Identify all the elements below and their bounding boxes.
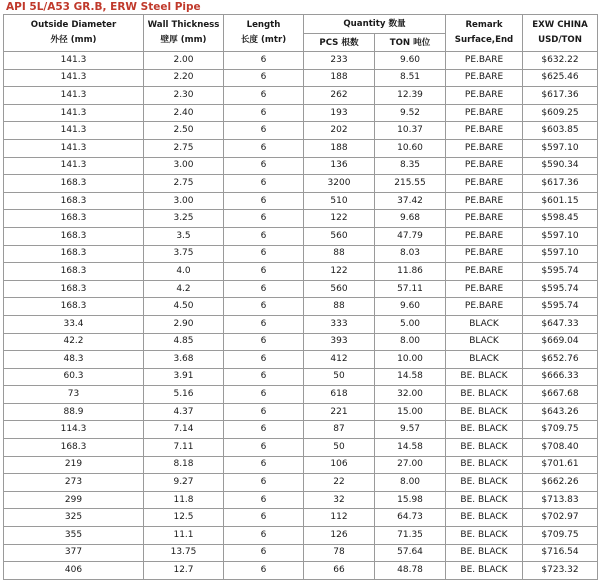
cell-ton: 10.60 — [375, 139, 446, 157]
cell-length: 6 — [224, 104, 304, 122]
cell-outside-diameter: 168.3 — [4, 175, 144, 193]
page-title: API 5L/A53 GR.B, ERW Steel Pipe — [6, 1, 201, 13]
table-row — [4, 421, 598, 439]
cell-length: 6 — [224, 509, 304, 527]
cell-wall-thickness: 12.5 — [144, 509, 224, 527]
table-row — [4, 386, 598, 404]
table-row — [4, 544, 598, 562]
header-exw-china: EXW CHINA — [532, 20, 588, 30]
cell-price: $667.68 — [523, 386, 598, 404]
cell-remark: PE.BARE — [446, 298, 523, 316]
table-row — [4, 139, 598, 157]
cell-length: 6 — [224, 439, 304, 457]
table-row — [4, 439, 598, 457]
cell-pcs: 618 — [304, 386, 375, 404]
header-wall-thickness — [144, 15, 224, 52]
header-length — [224, 15, 304, 52]
pipe-spec-table — [3, 14, 598, 580]
cell-outside-diameter: 168.3 — [4, 439, 144, 457]
cell-price: $597.10 — [523, 139, 598, 157]
cell-outside-diameter: 377 — [4, 544, 144, 562]
table-row — [4, 368, 598, 386]
cell-outside-diameter: 141.3 — [4, 139, 144, 157]
cell-ton: 14.58 — [375, 439, 446, 457]
cell-pcs: 88 — [304, 298, 375, 316]
table-row — [4, 509, 598, 527]
header-wall-thickness-cn: 壁厚 (mm) — [160, 35, 207, 45]
cell-pcs: 510 — [304, 192, 375, 210]
cell-price: $597.10 — [523, 245, 598, 263]
cell-ton: 5.00 — [375, 315, 446, 333]
cell-pcs: 126 — [304, 527, 375, 545]
cell-price: $647.33 — [523, 315, 598, 333]
table-row — [4, 333, 598, 351]
cell-pcs: 112 — [304, 509, 375, 527]
cell-outside-diameter: 168.3 — [4, 227, 144, 245]
cell-pcs: 188 — [304, 139, 375, 157]
cell-price: $617.36 — [523, 87, 598, 105]
header-outside-diameter-cn: 外径 (mm) — [50, 35, 97, 45]
table-row — [4, 280, 598, 298]
table-row — [4, 227, 598, 245]
cell-outside-diameter: 73 — [4, 386, 144, 404]
table-row — [4, 263, 598, 281]
cell-wall-thickness: 4.37 — [144, 403, 224, 421]
cell-pcs: 262 — [304, 87, 375, 105]
cell-length: 6 — [224, 227, 304, 245]
cell-remark: BE. BLACK — [446, 368, 523, 386]
cell-length: 6 — [224, 351, 304, 369]
cell-price: $701.61 — [523, 456, 598, 474]
cell-length: 6 — [224, 245, 304, 263]
table-row — [4, 175, 598, 193]
cell-wall-thickness: 13.75 — [144, 544, 224, 562]
cell-price: $662.26 — [523, 474, 598, 492]
cell-length: 6 — [224, 456, 304, 474]
cell-pcs: 88 — [304, 245, 375, 263]
table-row — [4, 157, 598, 175]
cell-ton: 57.64 — [375, 544, 446, 562]
cell-price: $716.54 — [523, 544, 598, 562]
cell-length: 6 — [224, 544, 304, 562]
cell-remark: PE.BARE — [446, 87, 523, 105]
cell-price: $652.76 — [523, 351, 598, 369]
cell-remark: BE. BLACK — [446, 491, 523, 509]
cell-wall-thickness: 2.75 — [144, 175, 224, 193]
cell-price: $669.04 — [523, 333, 598, 351]
cell-price: $601.15 — [523, 192, 598, 210]
cell-outside-diameter: 141.3 — [4, 87, 144, 105]
cell-outside-diameter: 88.9 — [4, 403, 144, 421]
cell-ton: 9.52 — [375, 104, 446, 122]
table-row — [4, 527, 598, 545]
cell-ton: 14.58 — [375, 368, 446, 386]
table-row — [4, 245, 598, 263]
cell-ton: 15.00 — [375, 403, 446, 421]
cell-pcs: 22 — [304, 474, 375, 492]
cell-remark: PE.BARE — [446, 69, 523, 87]
cell-pcs: 193 — [304, 104, 375, 122]
cell-outside-diameter: 168.3 — [4, 245, 144, 263]
cell-outside-diameter: 299 — [4, 491, 144, 509]
table-row — [4, 562, 598, 580]
cell-price: $595.74 — [523, 263, 598, 281]
cell-remark: BE. BLACK — [446, 562, 523, 580]
cell-wall-thickness: 8.18 — [144, 456, 224, 474]
cell-ton: 215.55 — [375, 175, 446, 193]
cell-outside-diameter: 60.3 — [4, 368, 144, 386]
cell-outside-diameter: 168.3 — [4, 263, 144, 281]
cell-ton: 10.37 — [375, 122, 446, 140]
cell-length: 6 — [224, 386, 304, 404]
header-outside-diameter-en: Outside Diameter — [30, 20, 117, 30]
cell-ton: 8.03 — [375, 245, 446, 263]
cell-wall-thickness: 3.5 — [144, 227, 224, 245]
cell-pcs: 122 — [304, 210, 375, 228]
table-row — [4, 210, 598, 228]
cell-wall-thickness: 2.50 — [144, 122, 224, 140]
header-remark — [446, 15, 523, 52]
cell-wall-thickness: 4.85 — [144, 333, 224, 351]
table-row — [4, 52, 598, 70]
table-body — [4, 52, 598, 580]
cell-price: $609.25 — [523, 104, 598, 122]
cell-remark: BE. BLACK — [446, 421, 523, 439]
cell-remark: BE. BLACK — [446, 544, 523, 562]
cell-length: 6 — [224, 333, 304, 351]
cell-outside-diameter: 168.3 — [4, 280, 144, 298]
cell-outside-diameter: 48.3 — [4, 351, 144, 369]
cell-wall-thickness: 2.30 — [144, 87, 224, 105]
cell-wall-thickness: 3.91 — [144, 368, 224, 386]
table-row — [4, 456, 598, 474]
cell-price: $625.46 — [523, 69, 598, 87]
header-ton: TON 吨位 — [375, 34, 446, 52]
cell-length: 6 — [224, 210, 304, 228]
cell-remark: BE. BLACK — [446, 439, 523, 457]
cell-pcs: 333 — [304, 315, 375, 333]
cell-price: $632.22 — [523, 52, 598, 70]
cell-length: 6 — [224, 298, 304, 316]
cell-outside-diameter: 219 — [4, 456, 144, 474]
cell-wall-thickness: 3.00 — [144, 157, 224, 175]
cell-remark: PE.BARE — [446, 139, 523, 157]
cell-length: 6 — [224, 122, 304, 140]
cell-remark: PE.BARE — [446, 245, 523, 263]
cell-ton: 9.60 — [375, 52, 446, 70]
cell-price: $709.75 — [523, 421, 598, 439]
cell-length: 6 — [224, 491, 304, 509]
cell-wall-thickness: 2.40 — [144, 104, 224, 122]
cell-length: 6 — [224, 280, 304, 298]
cell-wall-thickness: 4.50 — [144, 298, 224, 316]
table-row — [4, 87, 598, 105]
cell-outside-diameter: 168.3 — [4, 210, 144, 228]
table-row — [4, 104, 598, 122]
header-length-en: Length — [246, 20, 281, 30]
cell-wall-thickness: 7.14 — [144, 421, 224, 439]
cell-price: $595.74 — [523, 298, 598, 316]
cell-length: 6 — [224, 139, 304, 157]
cell-pcs: 78 — [304, 544, 375, 562]
cell-price: $598.45 — [523, 210, 598, 228]
header-length-cn: 长度 (mtr) — [240, 35, 287, 45]
cell-wall-thickness: 2.75 — [144, 139, 224, 157]
table-row — [4, 298, 598, 316]
header-quantity: Quantity 数量 — [304, 15, 446, 34]
cell-wall-thickness: 9.27 — [144, 474, 224, 492]
cell-pcs: 106 — [304, 456, 375, 474]
cell-length: 6 — [224, 52, 304, 70]
cell-length: 6 — [224, 562, 304, 580]
cell-wall-thickness: 2.00 — [144, 52, 224, 70]
cell-ton: 27.00 — [375, 456, 446, 474]
cell-remark: PE.BARE — [446, 210, 523, 228]
cell-pcs: 136 — [304, 157, 375, 175]
table-row — [4, 474, 598, 492]
cell-price: $597.10 — [523, 227, 598, 245]
header-surface-end: Surface,End — [454, 35, 514, 45]
cell-outside-diameter: 42.2 — [4, 333, 144, 351]
cell-length: 6 — [224, 157, 304, 175]
cell-remark: PE.BARE — [446, 52, 523, 70]
cell-length: 6 — [224, 315, 304, 333]
cell-price: $713.83 — [523, 491, 598, 509]
cell-remark: PE.BARE — [446, 122, 523, 140]
cell-remark: BE. BLACK — [446, 403, 523, 421]
cell-length: 6 — [224, 192, 304, 210]
cell-price: $643.26 — [523, 403, 598, 421]
cell-pcs: 50 — [304, 368, 375, 386]
cell-wall-thickness: 3.75 — [144, 245, 224, 263]
cell-length: 6 — [224, 527, 304, 545]
cell-outside-diameter: 325 — [4, 509, 144, 527]
cell-remark: BLACK — [446, 351, 523, 369]
cell-pcs: 32 — [304, 491, 375, 509]
cell-ton: 32.00 — [375, 386, 446, 404]
cell-pcs: 221 — [304, 403, 375, 421]
cell-remark: BLACK — [446, 315, 523, 333]
cell-outside-diameter: 168.3 — [4, 298, 144, 316]
cell-length: 6 — [224, 263, 304, 281]
cell-outside-diameter: 33.4 — [4, 315, 144, 333]
cell-wall-thickness: 7.11 — [144, 439, 224, 457]
cell-outside-diameter: 273 — [4, 474, 144, 492]
cell-pcs: 202 — [304, 122, 375, 140]
cell-outside-diameter: 141.3 — [4, 122, 144, 140]
cell-outside-diameter: 168.3 — [4, 192, 144, 210]
cell-remark: PE.BARE — [446, 263, 523, 281]
cell-outside-diameter: 141.3 — [4, 69, 144, 87]
cell-ton: 15.98 — [375, 491, 446, 509]
cell-pcs: 188 — [304, 69, 375, 87]
cell-pcs: 3200 — [304, 175, 375, 193]
cell-outside-diameter: 141.3 — [4, 104, 144, 122]
header-exw-price — [523, 15, 598, 52]
cell-pcs: 393 — [304, 333, 375, 351]
cell-wall-thickness: 12.7 — [144, 562, 224, 580]
cell-pcs: 50 — [304, 439, 375, 457]
cell-price: $723.32 — [523, 562, 598, 580]
cell-ton: 8.51 — [375, 69, 446, 87]
cell-remark: BE. BLACK — [446, 527, 523, 545]
cell-ton: 11.86 — [375, 263, 446, 281]
cell-price: $617.36 — [523, 175, 598, 193]
cell-pcs: 560 — [304, 227, 375, 245]
cell-ton: 9.60 — [375, 298, 446, 316]
cell-remark: PE.BARE — [446, 227, 523, 245]
cell-wall-thickness: 11.8 — [144, 491, 224, 509]
table-header — [4, 15, 598, 52]
cell-ton: 9.68 — [375, 210, 446, 228]
cell-outside-diameter: 406 — [4, 562, 144, 580]
cell-pcs: 412 — [304, 351, 375, 369]
cell-outside-diameter: 141.3 — [4, 52, 144, 70]
cell-remark: PE.BARE — [446, 104, 523, 122]
cell-length: 6 — [224, 421, 304, 439]
cell-outside-diameter: 141.3 — [4, 157, 144, 175]
cell-remark: BE. BLACK — [446, 474, 523, 492]
cell-remark: PE.BARE — [446, 175, 523, 193]
header-outside-diameter — [4, 15, 144, 52]
cell-ton: 12.39 — [375, 87, 446, 105]
cell-ton: 8.35 — [375, 157, 446, 175]
cell-remark: BE. BLACK — [446, 456, 523, 474]
table-row — [4, 351, 598, 369]
table-row — [4, 122, 598, 140]
cell-length: 6 — [224, 69, 304, 87]
cell-length: 6 — [224, 474, 304, 492]
header-pcs: PCS 根数 — [304, 34, 375, 52]
cell-length: 6 — [224, 175, 304, 193]
cell-remark: BE. BLACK — [446, 509, 523, 527]
cell-pcs: 87 — [304, 421, 375, 439]
cell-ton: 9.57 — [375, 421, 446, 439]
cell-price: $708.40 — [523, 439, 598, 457]
cell-ton: 10.00 — [375, 351, 446, 369]
cell-price: $666.33 — [523, 368, 598, 386]
cell-length: 6 — [224, 403, 304, 421]
cell-wall-thickness: 4.2 — [144, 280, 224, 298]
header-usd-ton: USD/TON — [538, 35, 582, 45]
cell-ton: 37.42 — [375, 192, 446, 210]
cell-remark: BE. BLACK — [446, 386, 523, 404]
cell-wall-thickness: 11.1 — [144, 527, 224, 545]
cell-ton: 64.73 — [375, 509, 446, 527]
table-row — [4, 403, 598, 421]
cell-remark: PE.BARE — [446, 280, 523, 298]
cell-ton: 8.00 — [375, 333, 446, 351]
cell-wall-thickness: 4.0 — [144, 263, 224, 281]
cell-price: $590.34 — [523, 157, 598, 175]
table-row — [4, 315, 598, 333]
cell-ton: 47.79 — [375, 227, 446, 245]
cell-outside-diameter: 114.3 — [4, 421, 144, 439]
table-row — [4, 491, 598, 509]
header-remark-en: Remark — [465, 20, 503, 30]
cell-wall-thickness: 3.68 — [144, 351, 224, 369]
cell-remark: BLACK — [446, 333, 523, 351]
cell-wall-thickness: 2.20 — [144, 69, 224, 87]
cell-remark: PE.BARE — [446, 192, 523, 210]
cell-pcs: 122 — [304, 263, 375, 281]
table-row — [4, 69, 598, 87]
cell-length: 6 — [224, 87, 304, 105]
cell-ton: 8.00 — [375, 474, 446, 492]
cell-ton: 48.78 — [375, 562, 446, 580]
cell-pcs: 233 — [304, 52, 375, 70]
cell-remark: PE.BARE — [446, 157, 523, 175]
table-row — [4, 192, 598, 210]
cell-pcs: 560 — [304, 280, 375, 298]
cell-price: $603.85 — [523, 122, 598, 140]
cell-outside-diameter: 355 — [4, 527, 144, 545]
cell-length: 6 — [224, 368, 304, 386]
cell-pcs: 66 — [304, 562, 375, 580]
cell-ton: 57.11 — [375, 280, 446, 298]
cell-wall-thickness: 3.00 — [144, 192, 224, 210]
cell-ton: 71.35 — [375, 527, 446, 545]
cell-price: $595.74 — [523, 280, 598, 298]
cell-price: $702.97 — [523, 509, 598, 527]
cell-price: $709.75 — [523, 527, 598, 545]
cell-wall-thickness: 5.16 — [144, 386, 224, 404]
cell-wall-thickness: 3.25 — [144, 210, 224, 228]
header-wall-thickness-en: Wall Thickness — [147, 20, 220, 30]
cell-wall-thickness: 2.90 — [144, 315, 224, 333]
